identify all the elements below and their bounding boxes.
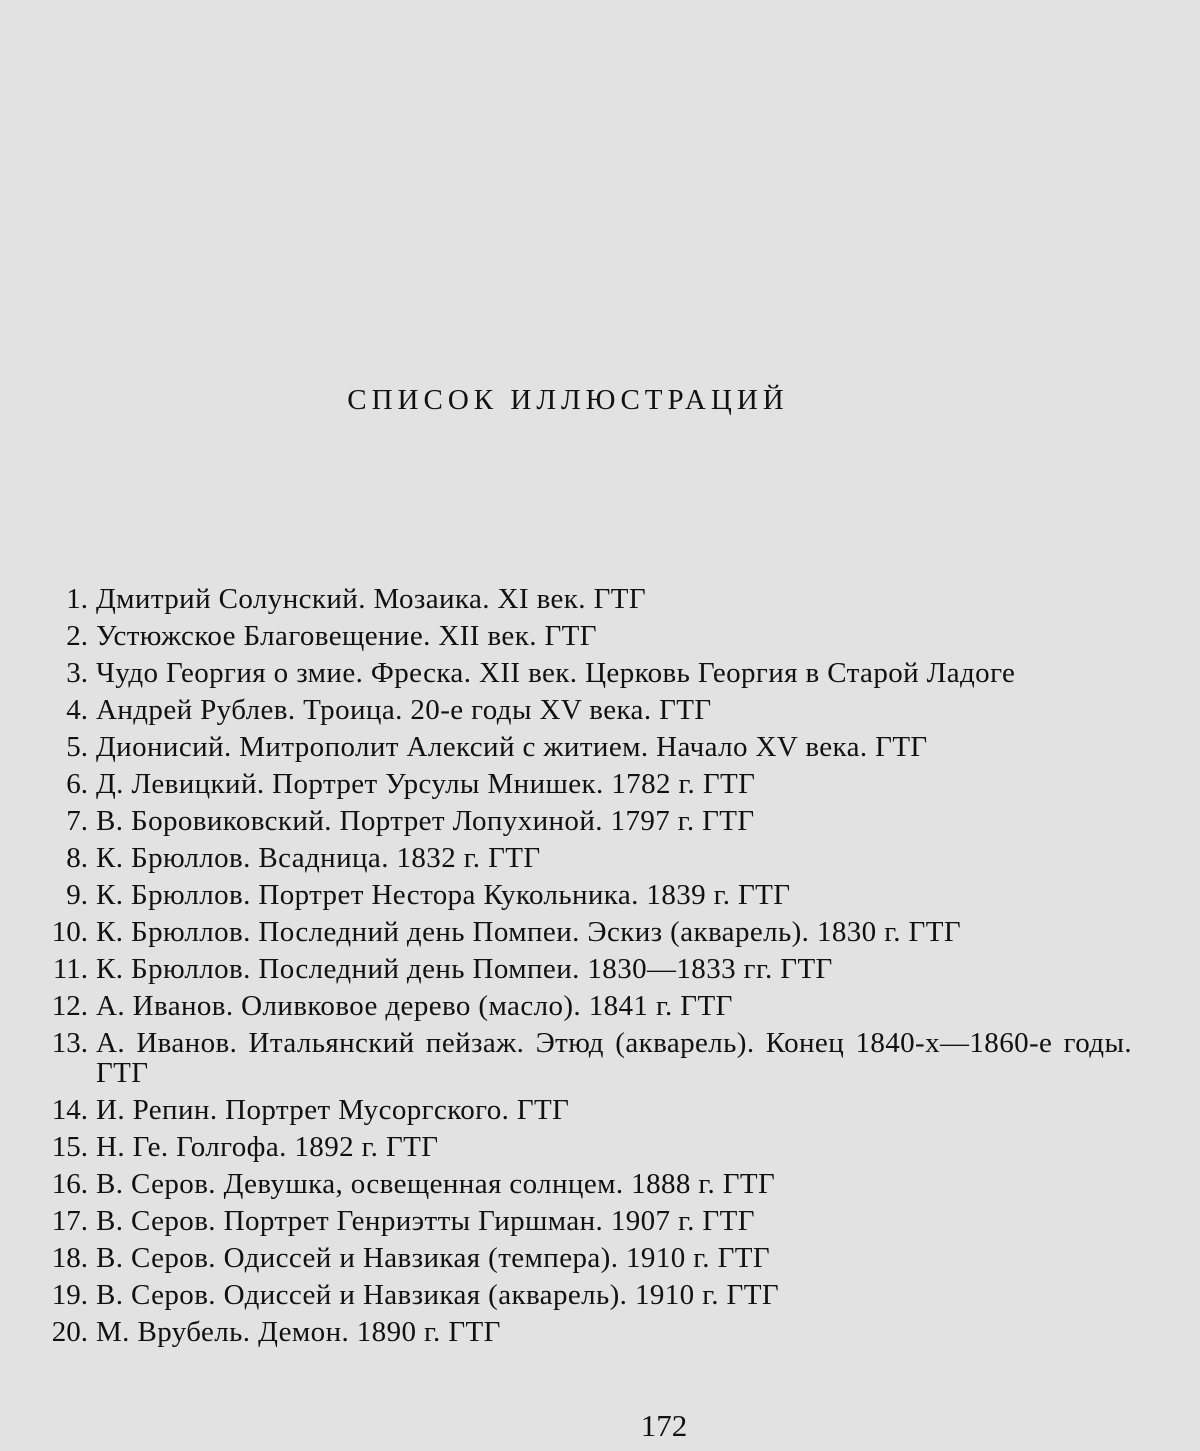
page-number: 172 <box>0 1408 1200 1444</box>
list-item <box>40 1095 1132 1125</box>
item-text: К. Брюллов. Последний день Помпеи. Эскиз (акварель). 1830 г. ГТГ <box>96 917 1132 947</box>
item-text: М. Врубель. Демон. 1890 г. ГТГ <box>96 1317 1132 1347</box>
item-number: 8. <box>40 843 96 873</box>
list-item <box>40 991 1132 1021</box>
list-item <box>40 658 1132 688</box>
item-number: 11. <box>40 954 96 984</box>
list-item <box>40 732 1132 762</box>
item-number: 13. <box>40 1028 96 1088</box>
item-number: 10. <box>40 917 96 947</box>
item-text: В. Серов. Девушка, освещенная солнцем. 1888 г. ГТГ <box>96 1169 1132 1199</box>
item-text: В. Серов. Портрет Генриэтты Гиршман. 1907 г. ГТГ <box>96 1206 1132 1236</box>
item-number: 9. <box>40 880 96 910</box>
item-text: В. Боровиковский. Портрет Лопухиной. 1797 г. ГТГ <box>96 806 1132 836</box>
list-item <box>40 695 1132 725</box>
list-item <box>40 1280 1132 1310</box>
list-item <box>40 1169 1132 1199</box>
list-item <box>40 584 1132 614</box>
item-number: 4. <box>40 695 96 725</box>
item-text: К. Брюллов. Всадница. 1832 г. ГТГ <box>96 843 1132 873</box>
list-item <box>40 917 1132 947</box>
item-number: 20. <box>40 1317 96 1347</box>
list-item <box>40 806 1132 836</box>
item-number: 16. <box>40 1169 96 1199</box>
list-item <box>40 880 1132 910</box>
item-text: К. Брюллов. Последний день Помпеи. 1830—1833 гг. ГТГ <box>96 954 1132 984</box>
item-number: 15. <box>40 1132 96 1162</box>
list-item <box>40 1243 1132 1273</box>
item-number: 18. <box>40 1243 96 1273</box>
item-text: Андрей Рублев. Троица. 20-е годы XV века. ГТГ <box>96 695 1132 725</box>
item-text: Д. Левицкий. Портрет Урсулы Мнишек. 1782 г. ГТГ <box>96 769 1132 799</box>
item-text: А. Иванов. Итальянский пейзаж. Этюд (акварель). Конец 1840-х—1860-е годы. ГТГ <box>96 1028 1132 1088</box>
list-item <box>40 769 1132 799</box>
item-text: Н. Ге. Голгофа. 1892 г. ГТГ <box>96 1132 1132 1162</box>
item-text: В. Серов. Одиссей и Навзикая (акварель). 1910 г. ГТГ <box>96 1280 1132 1310</box>
item-number: 2. <box>40 621 96 651</box>
item-number: 5. <box>40 732 96 762</box>
item-text: К. Брюллов. Портрет Нестора Кукольника. 1839 г. ГТГ <box>96 880 1132 910</box>
item-text: Дмитрий Солунский. Мозаика. XI век. ГТГ <box>96 584 1132 614</box>
list-item <box>40 1206 1132 1236</box>
item-text: В. Серов. Одиссей и Навзикая (темпера). 1910 г. ГТГ <box>96 1243 1132 1273</box>
list-item <box>40 1317 1132 1347</box>
item-number: 6. <box>40 769 96 799</box>
item-text: И. Репин. Портрет Мусоргского. ГТГ <box>96 1095 1132 1125</box>
page-title: СПИСОК ИЛЛЮСТРАЦИЙ <box>0 384 1136 417</box>
item-number: 1. <box>40 584 96 614</box>
item-text: Чудо Георгия о змие. Фреска. XII век. Церковь Георгия в Старой Ладоге <box>96 658 1132 688</box>
item-number: 19. <box>40 1280 96 1310</box>
list-item <box>40 1132 1132 1162</box>
item-text: А. Иванов. Оливковое дерево (масло). 1841 г. ГТГ <box>96 991 1132 1021</box>
item-text: Дионисий. Митрополит Алексий с житием. Начало XV века. ГТГ <box>96 732 1132 762</box>
item-number: 7. <box>40 806 96 836</box>
list-item <box>40 843 1132 873</box>
illustration-list <box>40 584 1132 1354</box>
item-text: Устюжское Благовещение. XII век. ГТГ <box>96 621 1132 651</box>
item-number: 12. <box>40 991 96 1021</box>
list-item <box>40 621 1132 651</box>
list-item <box>40 954 1132 984</box>
item-number: 3. <box>40 658 96 688</box>
list-item <box>40 1028 1132 1088</box>
item-number: 17. <box>40 1206 96 1236</box>
item-number: 14. <box>40 1095 96 1125</box>
